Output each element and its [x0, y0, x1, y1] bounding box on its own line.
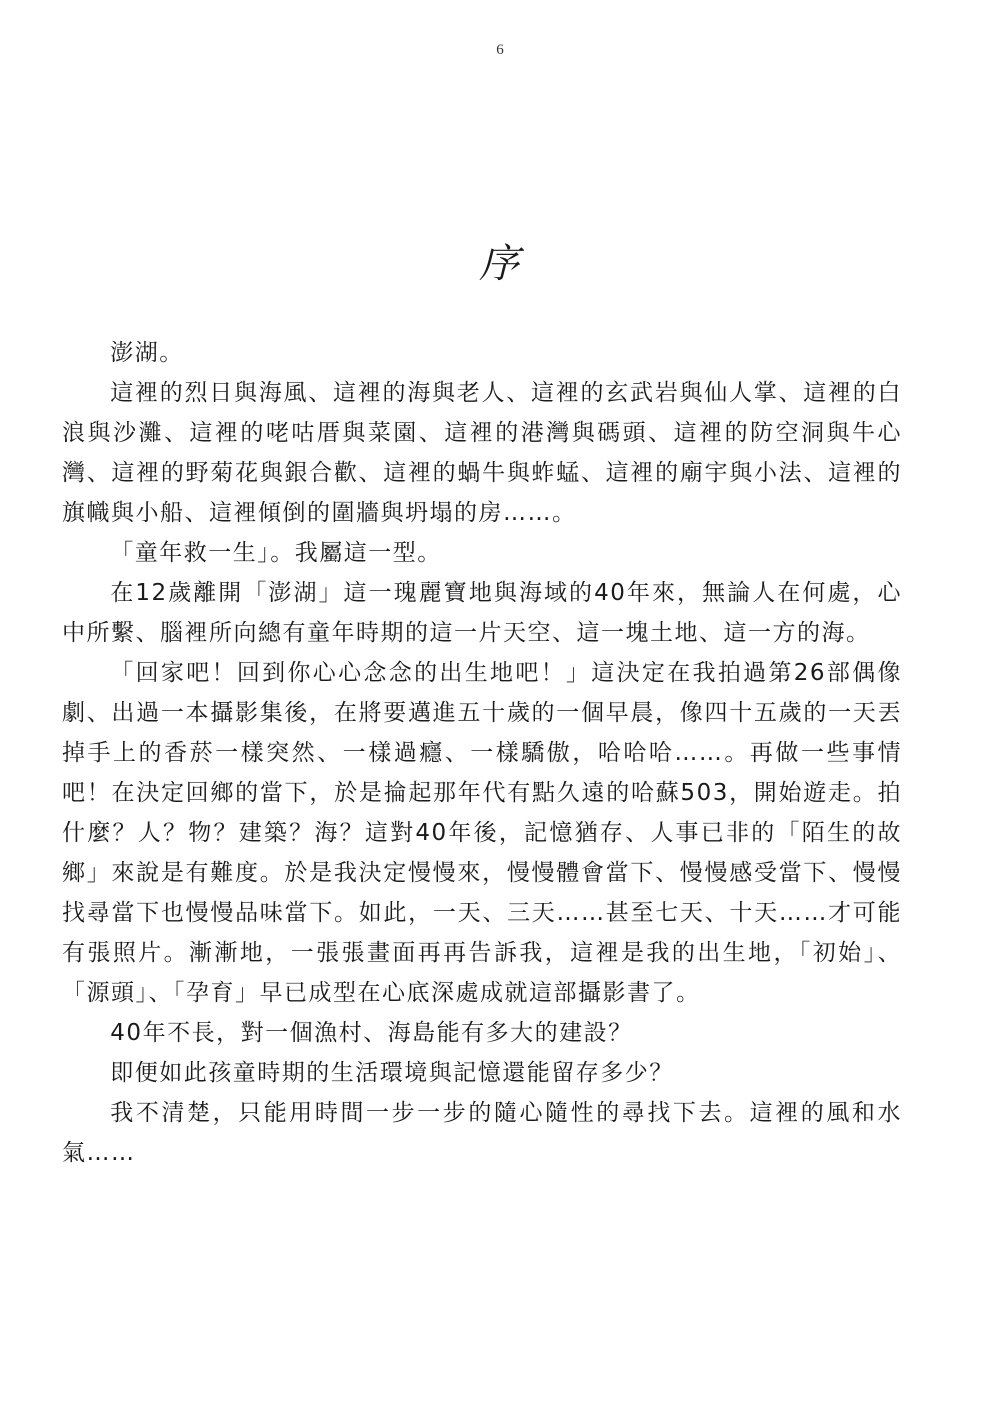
paragraph: 40年不長，對一個漁村、海島能有多大的建設？ — [110, 1020, 633, 1046]
paragraph: 澎湖。 — [110, 340, 184, 366]
paragraph: 「回家吧！回到你心心念念的出生地吧！」這決定在我拍過第26部偶像劇、出過一本攝影集後，在將要邁進五十歲的一個早晨，像四十五歲的一天丟掉手上的香菸一樣突然、一樣過癮、一樣驕傲，哈哈哈……。再做一些事情吧！在決定回鄉的當下，於是掄起那年代有點久遠的哈蘇503，開始遊走。拍什麼？人？物？建築？海？這對40年後，記憶猶存、人事已非的「陌生的故鄉」來說是有難度。於是我決定慢慢來，慢慢體會當下、慢慢感受當下、慢慢找尋當下也慢慢品味當下。如此，一天、三天……甚至七天、十天……才可能有張照片。漸漸地，一張張畫面再再告訴我，這裡是我的出生地，「初始」、「源頭」、「孕育」早已成型在心底深處成就這部攝影書了。 — [62, 660, 902, 1006]
paragraph: 「童年救一生」。我屬這一型。 — [110, 540, 442, 566]
page-title: 序 — [479, 241, 521, 287]
paragraph: 這裡的烈日與海風、這裡的海與老人、這裡的玄武岩與仙人掌、這裡的白浪與沙灘、這裡的咾咕厝與菜園、這裡的港灣與碼頭、這裡的防空洞與牛心灣、這裡的野菊花與銀合歡、這裡的蝸牛與蚱蜢、這裡的廟宇與小法、這裡的旗幟與小船、這裡傾倒的圍牆與坍塌的房……。 — [62, 380, 902, 526]
paragraph: 即便如此孩童時期的生活環境與記憶還能留存多少？ — [110, 1060, 674, 1086]
preface-body — [62, 333, 902, 1173]
page-number: 6 — [496, 42, 504, 58]
paragraph: 我不清楚，只能用時間一步一步的隨心隨性的尋找下去。這裡的風和水氣…… — [62, 1100, 902, 1166]
paragraph: 在12歲離開「澎湖」這一瑰麗寶地與海域的40年來，無論人在何處，心中所繫、腦裡所向總有童年時期的這一片天空、這一塊土地、這一方的海。 — [62, 580, 902, 646]
